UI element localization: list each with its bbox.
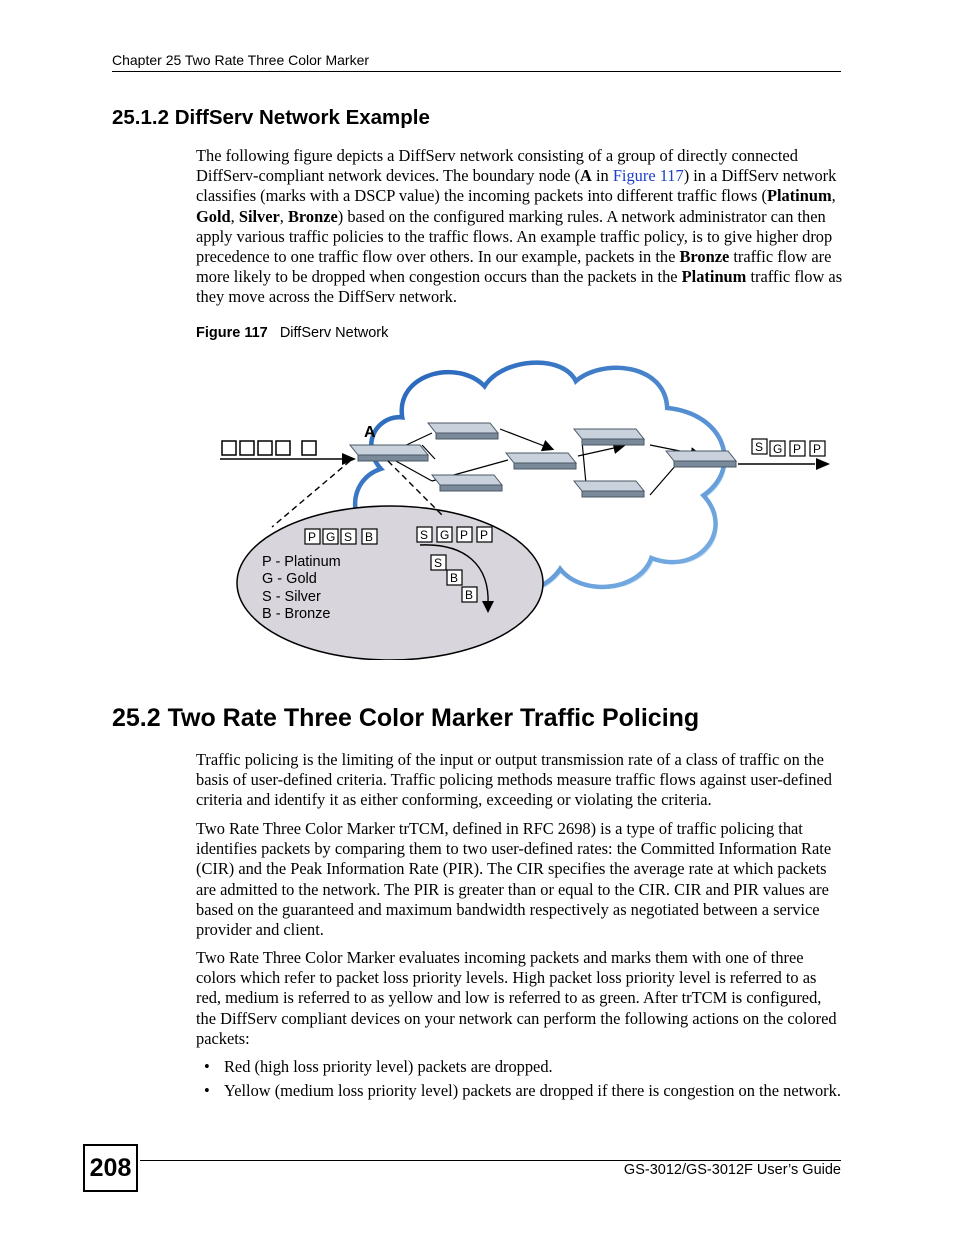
packet-box	[462, 587, 477, 602]
legend-bronze: B - Bronze	[262, 606, 331, 622]
footer-guide-title: GS-3012/GS-3012F User’s Guide	[623, 1162, 841, 1178]
svg-text:G: G	[326, 530, 336, 544]
packet-action-list	[196, 1057, 844, 1105]
incoming-packet	[302, 441, 316, 455]
svg-text:G: G	[773, 442, 783, 456]
outgoing-packet	[752, 439, 767, 454]
incoming-arrow-head	[342, 453, 356, 465]
packet-box	[323, 529, 338, 544]
packet-box	[457, 527, 472, 542]
switch-icon	[432, 475, 502, 491]
svg-text:P: P	[460, 528, 469, 542]
switch-icon	[506, 453, 576, 469]
policing-paragraph-1: Traffic policing is the limiting of the input or output transmission rate of a class of traffic on the basis of user-defined criteria. Traffic policing methods measure traffic flows against user-defined criteria and identify it as either conforming, exceeding or violating the criteria.	[196, 750, 832, 810]
packet-box	[341, 529, 356, 544]
svg-text:S: S	[420, 528, 429, 542]
switch-egress-icon	[666, 451, 736, 467]
diffserv-network-figure	[210, 355, 842, 660]
outgoing-packet-row	[738, 458, 830, 470]
figure-caption	[196, 325, 388, 341]
switch-icon	[428, 423, 498, 439]
switch-icon	[574, 429, 644, 445]
running-header: Chapter 25 Two Rate Three Color Marker	[112, 52, 370, 68]
svg-text:B: B	[365, 530, 374, 544]
svg-text:S: S	[755, 440, 764, 454]
page-number: 208	[83, 1144, 138, 1192]
svg-text:G: G	[440, 528, 450, 542]
diffserv-example-paragraph: The following figure depicts a DiffServ network consisting of a group of directly connected DiffServ-compliant network devices. The boundary node (A in Figure 117) in a DiffServ network classifies (marks with a DSCP value) the incoming packets into different traffic flows (Platinum, Gold, Silver, Bronze) based on the configured marking rules. A network administrator can then apply various traffic policies to the traffic flows. An example traffic policy, is to give higher drop precedence to one traffic flow over others. In our example, packets in the Bronze traffic flow are more likely to be dropped when congestion occurs than the packets in the Platinum traffic flow as they move across the DiffServ network.	[196, 146, 843, 307]
incoming-packet	[276, 441, 290, 455]
packet-box	[362, 529, 377, 544]
list-item: • Yellow (medium loss priority level) packets are dropped if there is congestion on the network.	[204, 1081, 841, 1101]
footer-rule	[140, 1160, 841, 1161]
figure-title: DiffServ Network	[279, 325, 389, 341]
switch-icon	[574, 481, 644, 497]
incoming-packet	[240, 441, 254, 455]
section-heading-25-2: 25.2 Two Rate Three Color Marker Traffic Policing	[112, 704, 700, 732]
legend-gold: G - Gold	[262, 571, 317, 587]
outgoing-arrow-head	[816, 458, 830, 470]
svg-text:S: S	[434, 556, 443, 570]
policing-paragraph-2: Two Rate Three Color Marker trTCM, defined in RFC 2698) is a type of traffic policing that identifies packets by comparing them to two user-defined rates: the Committed Information Rate (CIR) and the Peak Information Rate (PIR). The CIR specifies the average rate at which packets are admitted to the network. The PIR is greater than or equal to the CIR. CIR and PIR values are based on the guaranteed and maximum bandwidth respectively as negotiated between a service provider and client.	[196, 819, 832, 940]
svg-text:B: B	[450, 571, 459, 585]
packet-box	[447, 570, 462, 585]
svg-text:P: P	[793, 442, 802, 456]
header-rule	[112, 71, 841, 72]
section-heading-25-1-2: 25.1.2 DiffServ Network Example	[112, 106, 430, 129]
packet-box	[477, 527, 492, 542]
outgoing-packet	[770, 441, 785, 456]
figure-number: Figure 117	[196, 325, 268, 341]
svg-text:B: B	[465, 588, 474, 602]
outgoing-packet	[810, 441, 825, 456]
packet-box	[431, 555, 446, 570]
svg-text:P: P	[813, 442, 822, 456]
packet-box	[417, 527, 432, 542]
packet-box	[437, 527, 452, 542]
legend-platinum: P - Platinum	[262, 554, 341, 570]
figure-117-link[interactable]: Figure 117	[612, 166, 684, 186]
incoming-packet-row	[220, 441, 356, 465]
incoming-packet	[222, 441, 236, 455]
switch-boundary-node-a-icon	[350, 445, 428, 461]
packet-box	[305, 529, 320, 544]
list-item: • Red (high loss priority level) packets are dropped.	[204, 1057, 553, 1076]
before-marking-packets	[305, 529, 377, 544]
boundary-node-label: A	[364, 424, 376, 441]
incoming-packet	[258, 441, 272, 455]
outgoing-packets	[752, 439, 825, 456]
policing-paragraph-3: Two Rate Three Color Marker evaluates incoming packets and marks them with one of three colors which refer to packet loss priority levels. High packet loss priority level is referred to as red, medium is referred to as yellow and low is referred to as green. After trTCM is configured, the DiffServ compliant devices on your network can perform the following actions on the colored packets:	[196, 948, 837, 1048]
svg-text:P: P	[308, 530, 317, 544]
legend-silver: S - Silver	[262, 589, 321, 605]
svg-text:S: S	[344, 530, 353, 544]
svg-text:P: P	[480, 528, 489, 542]
outgoing-packet	[790, 441, 805, 456]
